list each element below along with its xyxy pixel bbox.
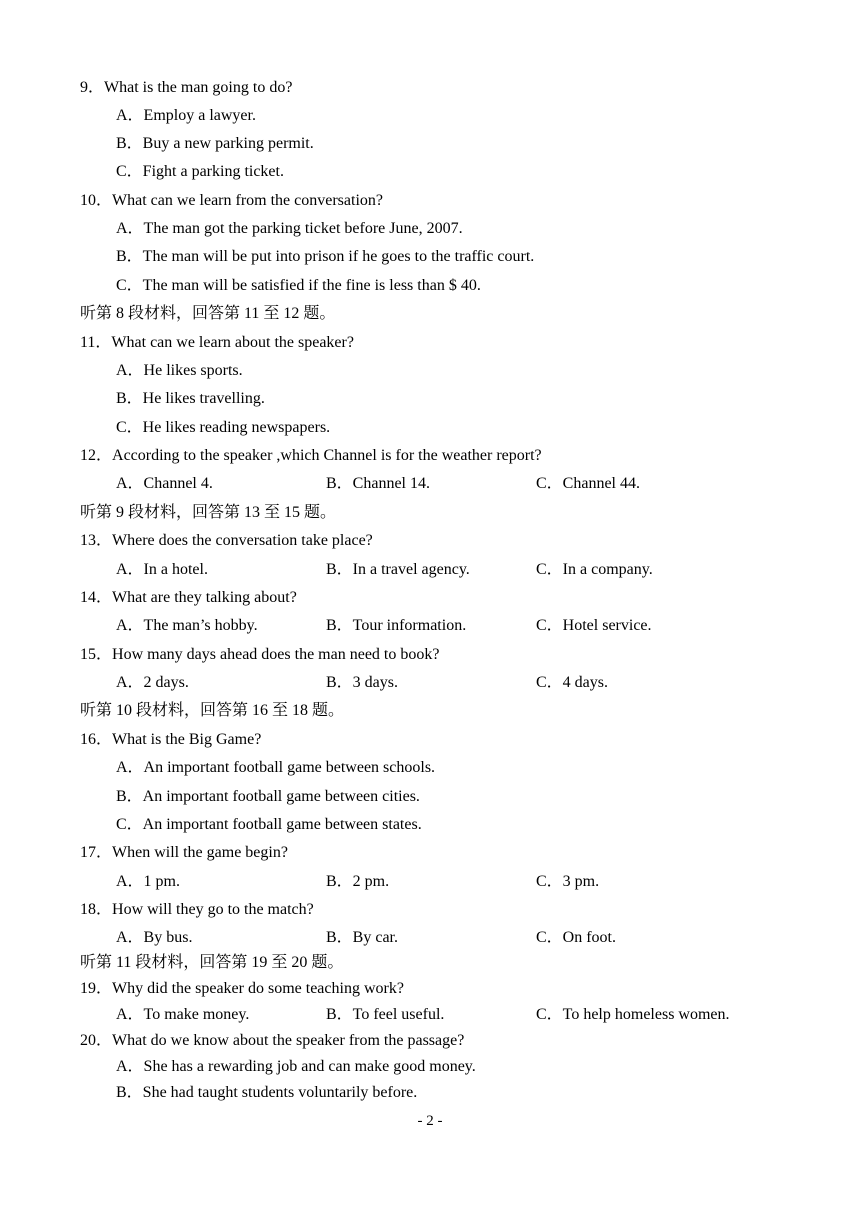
option-15a: A．2 days. — [116, 674, 189, 691]
question-text: What can we learn about the speaker? — [111, 334, 354, 351]
option-16c: C．An important football game between states. — [116, 816, 422, 833]
question-15 — [80, 645, 439, 665]
question-number: 10． — [80, 192, 113, 209]
option-12a: A．Channel 4. — [116, 475, 213, 492]
question-text: How will they go to the match? — [112, 901, 314, 918]
question-16 — [80, 730, 261, 750]
section-instruction-10: 听第 10 段材料，回答第 16 至 18 题。 — [80, 702, 345, 719]
question-17 — [80, 843, 288, 863]
question-11 — [80, 333, 354, 353]
option-16a: A．An important football game between schools. — [116, 759, 436, 776]
option-13c: C．In a company. — [536, 561, 653, 578]
option-11a: A．He likes sports. — [116, 362, 243, 379]
section-instruction-9: 听第 9 段材料，回答第 13 至 15 题。 — [80, 504, 337, 521]
question-number: 12． — [80, 447, 113, 464]
question-text: When will the game begin? — [112, 844, 288, 861]
option-9c: C．Fight a parking ticket. — [116, 163, 284, 180]
option-13a: A．In a hotel. — [116, 561, 208, 578]
question-text: Why did the speaker do some teaching work? — [112, 980, 404, 997]
option-12c: C．Channel 44. — [536, 475, 640, 492]
question-text: What do we know about the speaker from the passage? — [112, 1032, 465, 1049]
question-number: 13． — [80, 532, 113, 549]
question-text: What can we learn from the conversation? — [112, 192, 383, 209]
option-14c: C．Hotel service. — [536, 617, 652, 634]
option-18c: C．On foot. — [536, 929, 617, 946]
option-9a: A．Employ a lawyer. — [116, 107, 256, 124]
section-instruction-11: 听第 11 段材料，回答第 19 至 20 题。 — [80, 954, 344, 971]
option-12b: B．Channel 14. — [326, 475, 430, 492]
question-text: According to the speaker ,which Channel is for the weather report? — [112, 447, 542, 464]
question-number: 15． — [80, 646, 113, 663]
option-20b: B．She had taught students voluntarily before. — [116, 1084, 418, 1101]
question-number: 17． — [80, 844, 113, 861]
question-text: What are they talking about? — [112, 589, 297, 606]
question-number: 19． — [80, 980, 113, 997]
option-11b: B．He likes travelling. — [116, 390, 265, 407]
option-19b: B．To feel useful. — [326, 1006, 445, 1023]
option-11c: C．He likes reading newspapers. — [116, 419, 331, 436]
question-number: 11． — [80, 334, 112, 351]
question-19 — [80, 979, 404, 999]
question-number: 18． — [80, 901, 113, 918]
option-10c: C．The man will be satisfied if the fine is less than $ 40. — [116, 277, 481, 294]
page-number: - 2 - — [417, 1113, 443, 1129]
option-19c: C．To help homeless women. — [536, 1006, 730, 1023]
option-20a: A．She has a rewarding job and can make good money. — [116, 1058, 476, 1075]
option-17a: A．1 pm. — [116, 873, 181, 890]
option-15b: B．3 days. — [326, 674, 399, 691]
question-text: What is the Big Game? — [112, 731, 262, 748]
option-14b: B．Tour information. — [326, 617, 467, 634]
question-12 — [80, 446, 542, 466]
option-16b: B．An important football game between cities. — [116, 788, 420, 805]
option-18b: B．By car. — [326, 929, 398, 946]
question-number: 9． — [80, 79, 105, 96]
question-20 — [80, 1031, 464, 1051]
question-14 — [80, 588, 297, 608]
question-number: 16． — [80, 731, 113, 748]
option-15c: C．4 days. — [536, 674, 609, 691]
option-9b: B．Buy a new parking permit. — [116, 135, 314, 152]
option-19a: A．To make money. — [116, 1006, 250, 1023]
option-17b: B．2 pm. — [326, 873, 390, 890]
question-13 — [80, 531, 373, 551]
question-text: Where does the conversation take place? — [112, 532, 373, 549]
question-number: 14． — [80, 589, 113, 606]
question-9 — [80, 78, 292, 98]
option-13b: B．In a travel agency. — [326, 561, 470, 578]
option-18a: A．By bus. — [116, 929, 193, 946]
option-10b: B．The man will be put into prison if he goes to the traffic court. — [116, 248, 535, 265]
section-instruction-8: 听第 8 段材料，回答第 11 至 12 题。 — [80, 305, 336, 322]
option-17c: C．3 pm. — [536, 873, 600, 890]
question-10 — [80, 191, 383, 211]
question-18 — [80, 900, 314, 920]
question-number: 20． — [80, 1032, 113, 1049]
question-text: How many days ahead does the man need to book? — [112, 646, 440, 663]
option-10a: A．The man got the parking ticket before June, 2007. — [116, 220, 463, 237]
question-text: What is the man going to do? — [104, 79, 293, 96]
option-14a: A．The man’s hobby. — [116, 617, 258, 634]
